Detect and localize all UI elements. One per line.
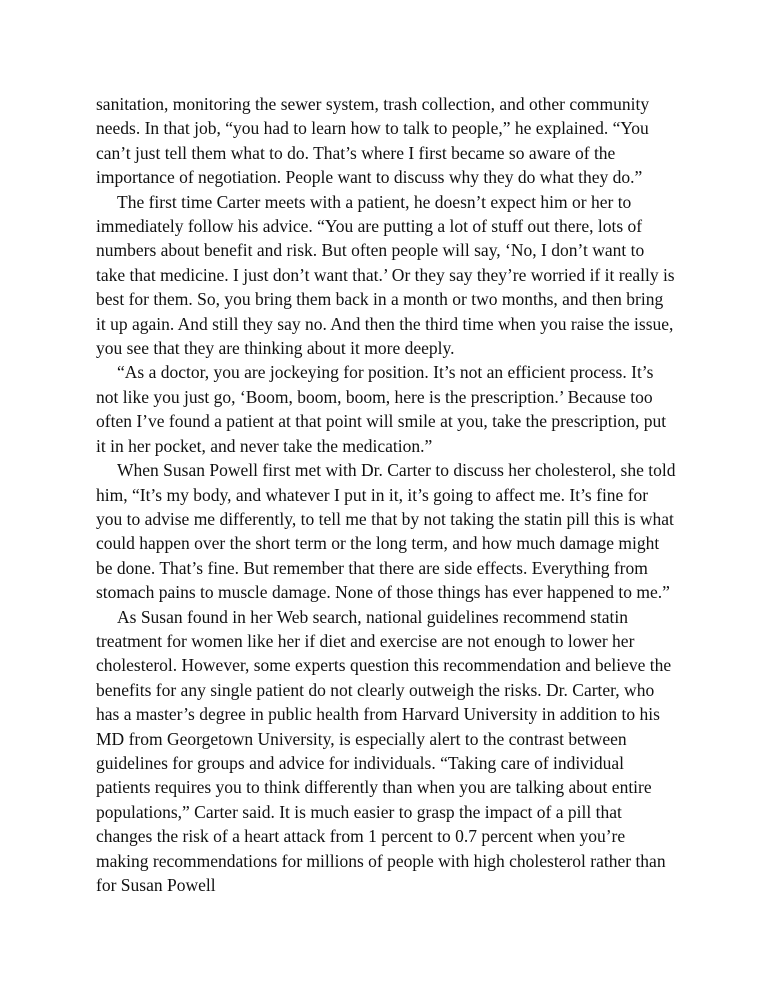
body-text	[96, 92, 676, 897]
paragraph-3: “As a doctor, you are jockeying for position. It’s not an efficient process. It’s not like you just go, ‘Boom, boom, boom, here is the prescription.’ Because too often I’ve found a patient at that point will smile at you, take the prescription, put it in her pocket, and never take the medication.”	[96, 362, 667, 456]
paragraph-4: When Susan Powell first met with Dr. Carter to discuss her cholesterol, she told him, “It’s my body, and whatever I put in it, it’s going to affect me. It’s fine for you to advise me differently, to tell me that by not taking the statin pill this is what could happen over the short term or the long term, and how much damage might be done. That’s fine. But remember that there are side effects. Everything from stomach pains to muscle damage. None of those things has ever happened to me.”	[96, 460, 676, 603]
paragraph-1: sanitation, monitoring the sewer system, trash collection, and other community needs. In that job, “you had to learn how to talk to people,” he explained. “You can’t just tell them what to do. That’s where I first became so aware of the importance of negotiation. People want to discuss why they do what they do.”	[96, 94, 650, 188]
paragraph-2: The first time Carter meets with a patient, he doesn’t expect him or her to immediately follow his advice. “You are putting a lot of stuff out there, lots of numbers about benefit and risk. But often people will say, ‘No, I don’t want to take that medicine. I just don’t want that.’ Or they say they’re worried if it really is best for them. So, you bring them back in a month or two months, and then bring it up again. And still they say no. And then the third time when you raise the issue, you see that they are thinking about it more deeply.	[96, 191, 675, 359]
paragraph-5: As Susan found in her Web search, national guidelines recommend statin treatment for women like her if diet and exercise are not enough to lower her cholesterol. However, some experts question this recommendation and believe the benefits for any single patient do not clearly outweigh the risks. Dr. Carter, who has a master’s degree in public health from Harvard University in addition to his MD from Georgetown University, is especially alert to the contrast between guidelines for groups and advice for individuals. “Taking care of individual patients requires you to think differently than when you are talking about entire populations,” Carter said. It is much easier to grasp the impact of a pill that changes the risk of a heart attack from 1 percent to 0.7 percent when you’re making recommendations for millions of people with high cholesterol rather than for Susan Powell	[96, 606, 672, 895]
